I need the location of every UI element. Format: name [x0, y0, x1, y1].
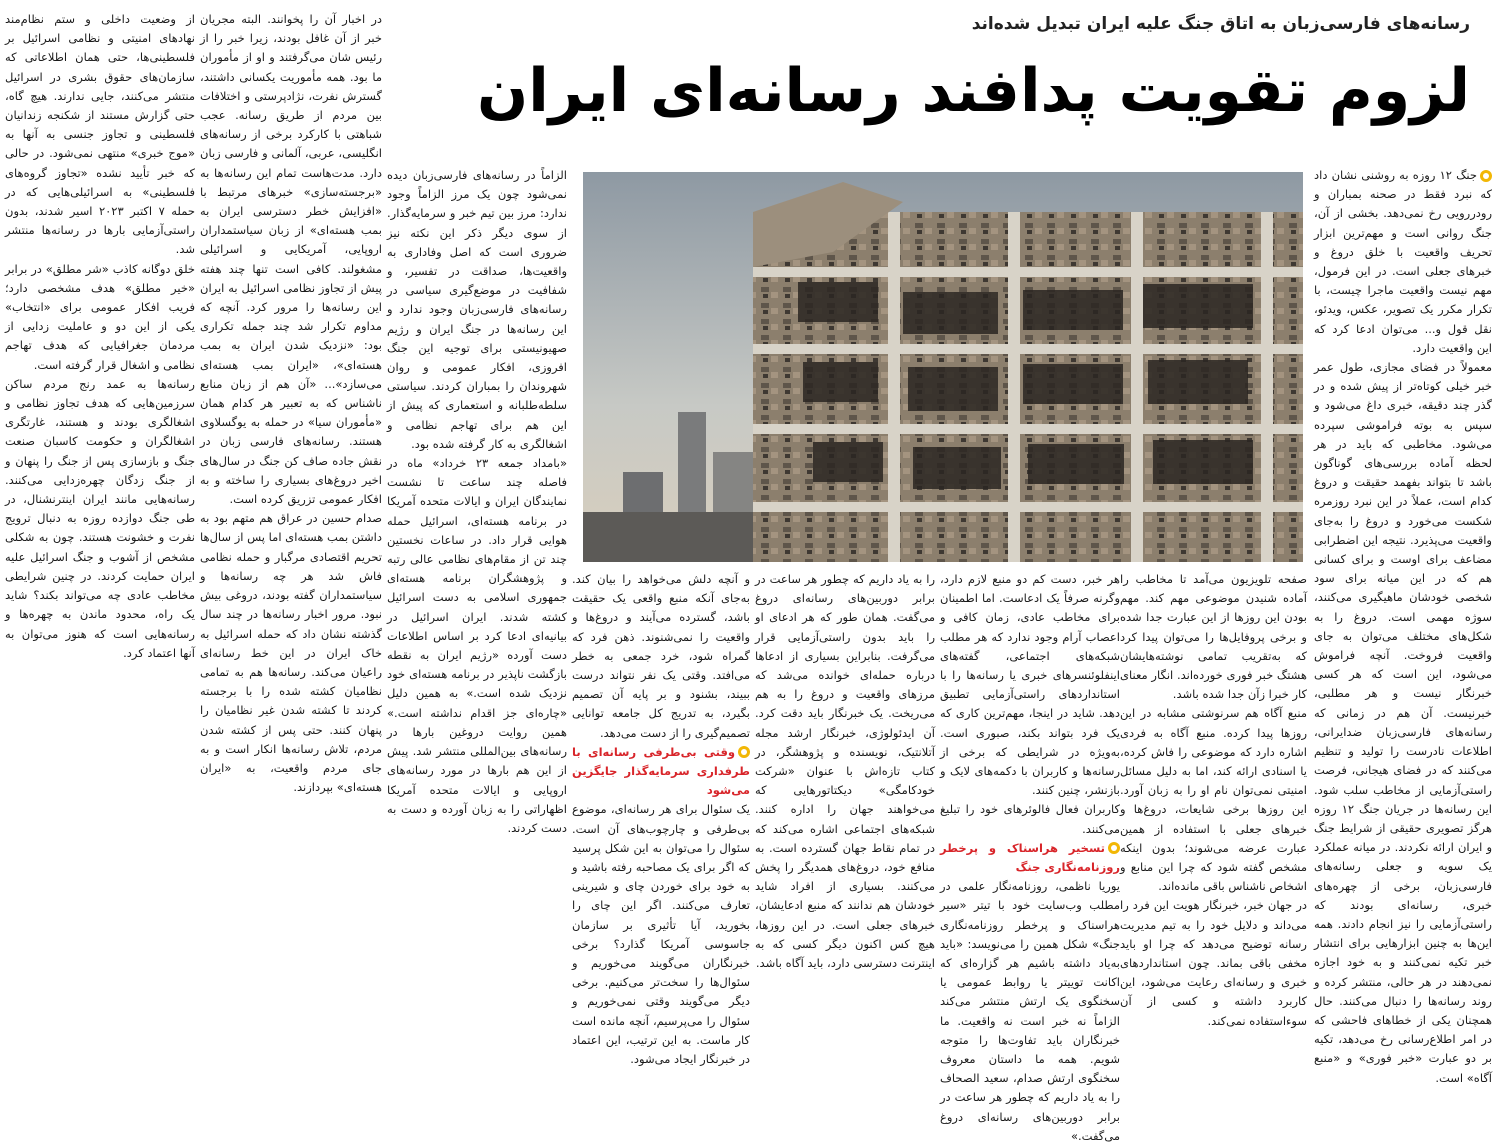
column-6 — [387, 166, 567, 1011]
column-5-paragraph-2: یک سئوال برای هر رسانه‌ای، موضوع بی‌طرفی و چارچوب‌های آن است. سئوال را می‌توان به این شکل پرسید که اگر برای یک مصاحبه رفته باشید و به خود برای خوردن چای و شیرینی تعارف می‌کنند. اگر این چای را بخورید، آیا تأثیری بر سازمان جاسوسی آمریکا گذارد؟ برخی خبرنگاران می‌گویند می‌خوریم و سئوال‌ها را سخت‌تر می‌کنیم. برخی دیگر می‌گویند وقتی نمی‌خوریم و سئوال را می‌پرسیم، آنچه مانده است کار ماست. به این ترتیب، این اعتماد در خبرنگار ایجاد می‌شود. — [572, 802, 750, 1067]
column-2-paragraph-2: منبع آگاه هم سرنوشتی مشابه در این روزها پیدا کرده. منبع آگاه به فردی اشاره دارد که موضوعی را فاش کرده، یا اسنادی ارائه کند، اما به دلیل مسائل امنیتی نمی‌توان نام او را به زبان آورد. این روزها برخی شایعات، دروغ‌ها و خبرهای جعلی با استفاده از همین عبارت عرضه می‌شوند؛ بدون اینکه مشخص گفته شود که چرا این منابع و اشخاص ناشناس باقی مانده‌اند. — [1120, 706, 1307, 894]
column-3 — [940, 570, 1120, 1143]
column-5 — [572, 570, 750, 1067]
subhead-media-neutrality: وقتی بی‌طرفی رسانه‌ای با طرفداری سرمایه‌گذار جایگزین می‌شود — [572, 744, 750, 798]
headline: لزوم تقویت پدافند رسانه‌ای ایران — [477, 56, 1470, 126]
column-7-paragraph-2: صدام حسین در عراق هم متهم بود به داشتن بمب هسته‌ای اما پس از سال‌ها تحریم اقتصادی مرگبار و حمله نظامی فاش شد هر چه رسانه‌ها و سیاستمداران گفته بودند، دروغی بیش نبود. مرور اخبار رسانه‌ها در چند سال گذشته نشان داد که حمله اسرائیل به خاک ایران در این خط رسانه‌ای راعیان می‌کند. رسانه‌ها هم به تمامی نظامیان کشته شده را با برجسته کردند تا کشته شدن غیر نظامیان را پنهان کنند. حتی پس از کشته شدن مردم، تلاش رسانه‌ها انکار است و به جای مردم واقعیت، به «ایران هسته‌ای» بپردازند. — [200, 511, 382, 795]
column-2-paragraph-3: در جهان خبر، خبرنگار هویت این فرد را می‌داند و دلایل خود را به تیم مدیریت رسانه توضیح می‌دهد که چرا او باید مخفی باقی بماند. چون استانداردهای خبری و رسانه‌ای رعایت می‌شود، این کاربرد داشته و کسی از آن سوءاستفاده نمی‌کند. — [1120, 898, 1307, 1028]
destroyed-building-photo — [583, 172, 1303, 562]
kicker: رسانه‌های فارسی‌زبان به اتاق جنگ علیه ایران تبدیل شده‌اند — [971, 14, 1470, 34]
column-8-paragraph-3: رسانه‌ها به عمد رنج مردم ساکن سرزمین‌هایی که هدف تجاوز نظامی و اشغالگری بودند و هستند، غارتگری اشغالگران و حکومت کاسبان صنعت جنگ و بازسازی پس از جنگ را پنهان و از جنگ زدگان چهره‌زدایی می‌کنند. رسانه‌هایی مانند ایران اینترنشنال، در طی جنگ دوازده روزه به دنبال ترویج نفرت و خشونت هستند. چون به شکلی مشخص از آشوب و جنگ اسرائیل علیه ایران حمایت کردند. در چنین شرایطی مخاطب عادی چه می‌تواند بکند؟ شاید یک راه، محدود ماندن به چهره‌ها و رسانه‌هایی است که هنوز می‌توان به آنها اعتماد کرد. — [5, 376, 195, 660]
column-4 — [755, 570, 935, 1012]
column-8-paragraph-2: خلق دوگانه کاذب «شر مطلق» در برابر «خیر مطلق» هدف مشخصی دارد؛ فریب افکار عمومی برای «انتخاب» یکی از این دو و عاملیت زدایی از مردمان جغرافیایی که هدف تهاجم نظامی و اشغال قرار گرفته است. — [5, 261, 195, 372]
section-bullet-icon — [1480, 170, 1492, 182]
column-1 — [1314, 166, 1492, 1085]
subhead-bullet-icon — [738, 746, 750, 758]
column-7 — [200, 10, 382, 1012]
column-1-paragraph-1: جنگ ۱۲ روزه به روشنی نشان داد که نبرد فقط در صحنه بمباران و رودررویی رخ نمی‌دهد. بخشی از آن، جنگ روانی است و مهم‌ترین ابزار تحریف واقعیت با خلق دروغ و خبرهای جعلی است. در این فرمول، مهم نیست واقعیت ماجرا چیست، با تکرار مکرر یک تصویر، عکس، ویدئو، نقل قول و... می‌توان ادعا کرد که این واقعیت دارد. — [1314, 168, 1492, 355]
column-4-paragraph-1: را به یاد داریم که چطور هر ساعت در برابر دوربین‌های رسانه‌ای دروغ می‌گفت. همان طور که هر ادعای او را باید بدون راستی‌آزمایی قرار می‌گرفت. بنابراین بسیاری از ادعاها درباره حمله‌ای خوانده می‌شد که مرزهای واقعیت و دروغ را به هم می‌ریخت. یک خبرنگار باید دقت کرد. آن ایدئولوژی، خبرنگار ارشد مجله آتلانتیک، نویسنده و پژوهشگر، در کتاب تازه‌اش با عنوان «شرکت خودکامگی» دیکتاتورهایی که می‌خواهند جهان را اداره کنند. شبکه‌های اجتماعی اشاره می‌کند که در تمام نقاط جهان گسترده است. به منافع خود، دروغ‌های همدیگر را پخش می‌کنند. بسیاری از افراد شاید خودشان هم ندانند که منبع ادعایشان، خبرهای جعلی است. در این روزها، هیچ کس اکنون دیگر کسی که به اینترنت دسترسی دارد، باید آگاه باشد. — [755, 572, 935, 971]
column-6-paragraph-2: «بامداد جمعه ۲۳ خرداد» ماه در فاصله چند ساعت تا نشست نمایندگان ایران و ایالات متحده آمریکا در برنامه هسته‌ای، اسرائیل حمله هوایی قرار داد. در ساعات نخستین چند تن از مقام‌های نظامی عالی رتبه و پژوهشگران برنامه هسته‌ای جمهوری اسلامی به دست اسرائیل کشته شدند. ایران اسرائیل در بیانیه‌ای ادعا کرد بر اساس اطلاعات دست آورده «رژیم ایران به نقطه بازگشت ناپذیر در برنامه هسته‌ای خود نزدیک شده است.» به همین دلیل «چاره‌ای جز اقدام نداشته است.» همین روایت دروغین بارها در رسانه‌های بین‌المللی منتشر شد. پیش از این هم بارها در مورد رسانه‌های اروپایی و ایالات متحده آمریکا اظهاراتی را به زبان آورده و دست به دست کردند. — [387, 456, 567, 835]
column-3-paragraph-1: هر خبر، دست کم دو منبع لازم دارد، وگرنه صرفاً یک ادعاست. اما اطمینان برای مخاطب عادی، زمان کافی و اعصاب آرام وجود ندارد که هر مطلب شبکه‌های اجتماعی، گفته‌های اینفلوئنسرهای خبری یا رسانه‌ها را با استانداردهای راستی‌آزمایی تطبیق دهد. شاید در اینجا، مهم‌ترین کاری که یک فرد بتواند بکند، صبوری است. به‌ویژه در شرایطی که برخی از رسانه‌ها و کاربران با دکمه‌های لایک و بازنشر، چنین کنند. — [940, 572, 1120, 798]
column-2-paragraph-1: صفحه تلویزیون می‌آمد تا مخاطب را آماده شنیدن موضوعی مهم کند. مهم بودن این روزها از این عبارت جدا شده و برخی پروفایل‌ها را می‌توان پیدا کرد که به‌تقریب تمامی نوشته‌هایشان هشتگ خبر فوری خورده‌اند. انگار معنای کار خبرا زآن جدا شده باشد. — [1120, 572, 1307, 702]
column-1-paragraph-2: معمولاً در فضای مجازی، طول عمر خبر خیلی کوتاه‌تر از پیش شده و در گذر چند دقیقه، خبری داغ می‌شود و سپس به بوته فراموشی سپرده می‌شود. مخاطبی که باید در هر لحظه آماده بررسی‌های گوناگون باشد تا بتواند بفهمد حقیقت و دروغ کدام است، عملاً در این نبرد روزمره شکست می‌خورد و دروغ را به‌جای واقعیت می‌پذیرد. نتیجه این اضطرابی مضاعف برای اوست و برای کسانی هم که در این میانه برای سود شخصی خودشان ماهیگیری می‌کنند، سوژه مهمی است. دروغ را به شکل‌های مختلف می‌توان به جای واقعیت فروخت. آنچه فراموش می‌شود، این است که هر کسی خبرنگار نیست و هر مطلبی، خبرنیست. آن هم در زمانی که رسانه‌های فارسی‌زبان ضدایرانی، اطلاعات نادرست را تولید و تنظیم می‌کنند که در فضای هیجانی، فرصت راستی‌آزمایی از مخاطب سلب شود. این رسانه‌ها در جریان جنگ ۱۲ روزه هرگز تصویری حقیقی از شرایط جنگ و ایران ارائه نکردند. در میانه عملکرد یک سویه و جعلی رسانه‌های فارسی‌زبان، برخی از چهره‌های خبری، رسانه‌ای بودند که راستی‌آزمایی را نیز انجام دادند. همه این‌ها به چنین ابزارهایی برای انتشار خبر تکیه نمی‌کنند و به خود اجازه نمی‌دهند در هر حالی، منتشر کرده و روند رسانه‌ها را دنبال می‌کنند. حال همچنان یکی از خطاهای فاحشی که در امر اطلاع‌رسانی رخ می‌دهد، تکیه بر دو عبارت «خبر فوری» و «منبع آگاه» است. — [1314, 360, 1492, 1085]
column-8 — [5, 10, 195, 1012]
column-3-paragraph-3: یوریا ناظمی، روزنامه‌نگار علمی در مطلب وب‌سایت خود با تیتر «سیر هراسناک و پرخطر روزنامه‌نگاری جنگ» شکل همین را می‌نویسد: «باید به‌یاد داشته باشیم هر گزاره‌ای که اکانت توییتر یا روابط عمومی یا سخنگوی یک ارتش منتشر می‌کند الزاماً نه خبر است نه واقعیت. ما خبرنگاران باید تفاوت‌ها را متوجه شویم. همه ما داستان معروف سخنگوی ارتش صدام، سعید الصحاف را به یاد داریم که چطور هر ساعت در برابر دوربین‌های رسانه‌ای دروغ می‌گفت.» — [940, 879, 1120, 1143]
subhead-war-journalism: تسخیر هراسناک و پرخطر روزنامه‌نگاری جنگ — [940, 840, 1120, 875]
column-7-paragraph-1: در اخبار آن را پخوانند. البته مجریان خبر از آن غافل بودند، زیرا خبر را از رئیس شان می‌گرفتند و او از مأموران ما بود. همه مأموریت یکسانی داشتند، گسترش نفرت، نژادپرستی و اختلافات بین مردم از طریق رسانه. عجب شباهتی با کارکرد برخی از رسانه‌های انگلیسی، عربی، آلمانی و فارسی زبان دارد. مدت‌هاست تمام این رسانه‌ها به «برجسته‌سازی» خبرهای مرتبط با «افزایش خطر دسترسی ایران به بمب هسته‌ای» از زبان سیاستمداران اروپایی، آمریکایی و اسرائیلی مشغولند. کافی است تنها چند هفته پیش از تجاوز نظامی اسرائیل به ایران این رسانه‌ها را مرور کرد. آنچه که مداوم تکرار شد چند جمله تکراری بود: «نزدیک شدن ایران به بمب هسته‌ای»، «ایران بمب هسته‌ای می‌سازد»... «آن هم از زبان منابع ناشناس که به تعبیر هر کدام همان «مأموران سیا» در حمله به یوگسلاوی هستند. رسانه‌های فارسی زبان در نقش جاده صاف کن جنگ در سال‌های اخیر دروغ‌های بسیاری را ساخته و به افکار عمومی تزریق کرده است. — [200, 12, 382, 507]
column-3-paragraph-2: کاربران فعال فالوئرهای خود را تبلیغ می‌کنند. — [940, 802, 1120, 836]
column-6-paragraph-1: الزاماً در رسانه‌های فارسی‌زبان دیده نمی‌شود چون یک مرز الزاماً وجود ندارد: مرز بین تیم خبر و سرمایه‌گذار. از سوی دیگر ذکر این نکته نیز ضروری است که اصل وفاداری به واقعیت‌ها، صداقت در تفسیر، و شفافیت در موضع‌گیری سیاسی در رسانه‌های فارسی‌زبان وجود ندارد و این رسانه‌ها در جنگ ایران و رژیم صهیونیستی برای توجیه این جنگ افروزی، افکار عمومی و روان شهروندان را بمباران کردند. سیاستی سلطه‌طلبانه و استعماری که پیش از این هم برای تهاجم نظامی و اشغالگری به کار گرفته شده بود. — [387, 168, 567, 451]
column-2 — [1120, 570, 1307, 1028]
column-5-paragraph-1: و آنچه دلش می‌خواهد را بیان کند. به‌جای آنکه منبع واقعی یک حقیقت باشد، گسترده می‌آیند و دروغ‌ها و واقعیت را نمی‌شنوند. ذهن فرد که گمراه شود، خرد جمعی به خطر می‌افتد. وقتی یک نفر نتواند درست ببیند، بشنود و بر پایه آن تصمیم بگیرد، به تدریج کل جامعه توانایی تصمیم‌گیری را از دست می‌دهد. — [572, 572, 750, 740]
subhead-bullet-icon — [1108, 842, 1120, 854]
column-8-paragraph-1: از وضعیت داخلی و ستم نظام‌مند نهادهای امنیتی و نظامی اسرائیل بر فلسطینی‌ها، حتی همان اطلاعاتی که سازمان‌های حقوق بشری در اسرائیل منتشر می‌کنند، جایی ندارند. هیچ گاه، حتی گزارش مستند از شکنجه زندانیان فلسطینی و تجاوز جنسی به آنها به «موج خبری» منتهی نمی‌شود. در حالی که خبر تأیید نشده «تجاوز گروه‌های فلسطینی» به اسرائیلی‌هایی که در حمله ۷ اکتبر ۲۰۲۳ اسیر شدند، بدون راستی‌آزمایی بارها در رسانه‌ها منتشر شد. — [5, 12, 195, 257]
